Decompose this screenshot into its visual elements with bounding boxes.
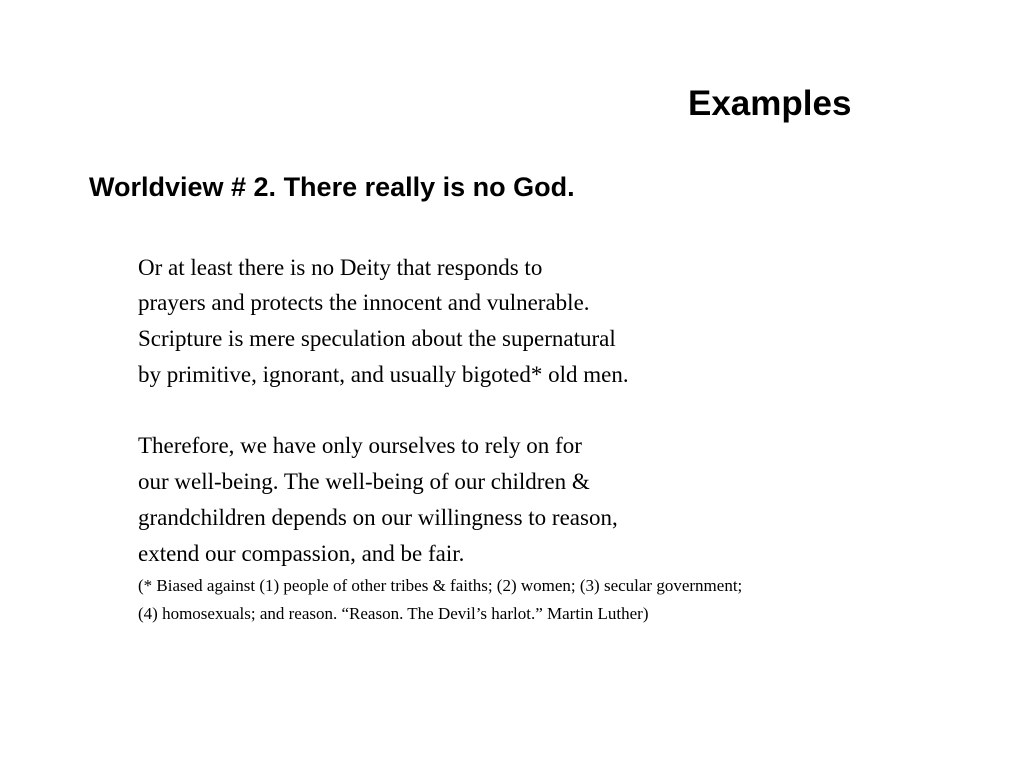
footnote-line: (* Biased against (1) people of other tribes & faiths; (2) women; (3) secular government; <box>138 576 743 595</box>
worldview-heading: Worldview # 2. There really is no God. <box>89 172 575 202</box>
paragraph-1-line: by primitive, ignorant, and usually bigoted* old men. <box>138 362 629 387</box>
paragraph-1-line: prayers and protects the innocent and vulnerable. <box>138 290 590 315</box>
paragraph-1-line: Scripture is mere speculation about the supernatural <box>138 326 616 351</box>
paragraph-2-line: our well-being. The well-being of our children & <box>138 469 590 494</box>
paragraph-1-line: Or at least there is no Deity that responds to <box>138 255 543 280</box>
footnote-line: (4) homosexuals; and reason. “Reason. The Devil’s harlot.” Martin Luther) <box>138 604 649 623</box>
paragraph-2-line: extend our compassion, and be fair. <box>138 541 465 566</box>
paragraph-2-line: grandchildren depends on our willingness to reason, <box>138 505 618 530</box>
slide-title: Examples <box>688 84 852 123</box>
paragraph-2-line: Therefore, we have only ourselves to rely on for <box>138 433 582 458</box>
